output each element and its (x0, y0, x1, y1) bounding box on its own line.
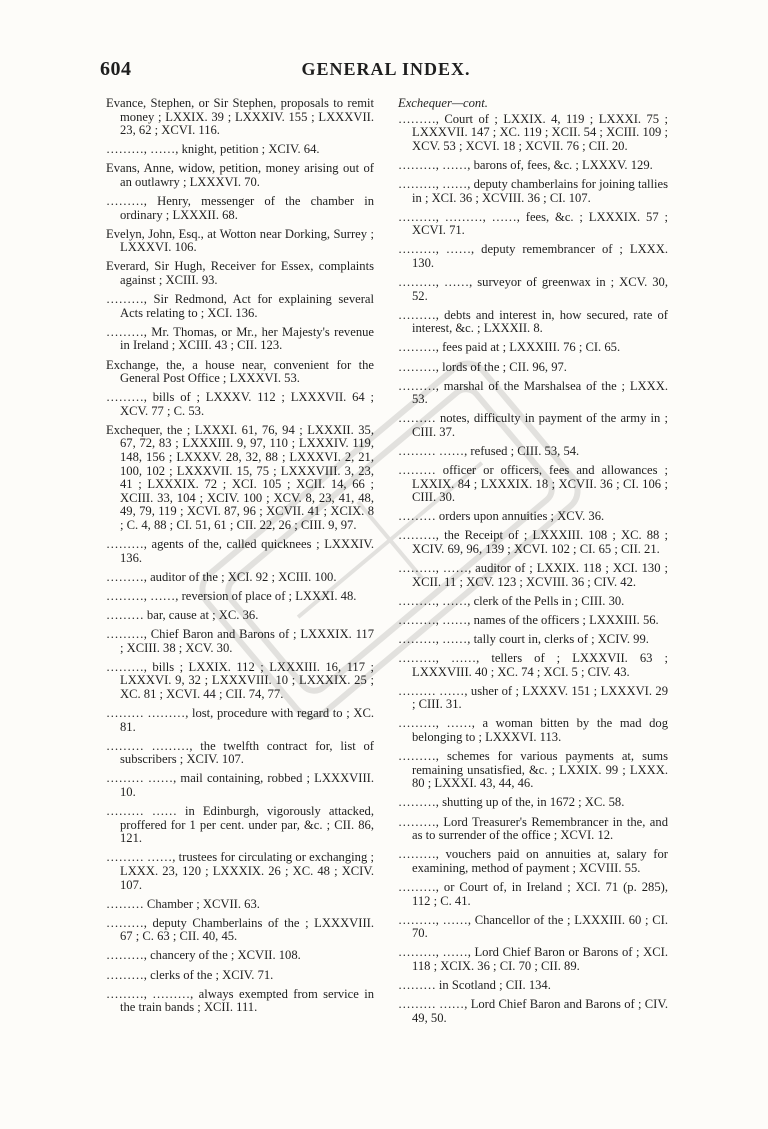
page-header (100, 58, 672, 82)
index-entry: ……… ………, the twelfth contract for, list of subscribers ; XCIV. 107. (106, 738, 374, 767)
index-entry: ………, ……, knight, petition ; XCIV. 64. (106, 142, 320, 157)
index-entry: ……… ……, trustees for circulating or exchanging ; LXXX. 23, 120 ; LXXXIX. 26 ; XC. 48 ; XCIV. 107. (106, 850, 374, 892)
index-entry: ………, Lord Treasurer's Remembrancer in the, and as to surrender of the office ; XCVI. 12. (398, 814, 668, 843)
index-entry: ………, ……, deputy chamberlains for joining tallies in ; XCI. 36 ; XCVIII. 36 ; CI. 107. (398, 176, 669, 205)
index-entry: Evans, Anne, widow, petition, money arising out of an outlawry ; LXXXVI. 70. (106, 161, 374, 189)
index-entry: ………, Mr. Thomas, or Mr., her Majesty's revenue in Ireland ; XCIII. 43 ; CII. 123. (106, 324, 374, 353)
index-entry: ………, auditor of the ; XCI. 92 ; XCIII. 100. (106, 569, 337, 584)
index-entry: ………, bills ; LXXIX. 112 ; LXXXIII. 16, 117 ; LXXXVI. 9, 32 ; LXXXVIII. 10 ; LXXXIX. 25 ; XC. 81 ; XCVI. 44 ; CII. 74, 77. (106, 659, 374, 701)
index-entry: ……… officer or officers, fees and allowances ; LXXIX. 84 ; LXXXIX. 18 ; XCVII. 36 ; CI. 106 ; CIII. 30. (398, 463, 668, 505)
index-entry: ………, schemes for various payments at, sums remaining unsatisfied, &c. ; LXXIX. 99 ; LXXX. 80 ; LXXXI. 43, 44, 46. (398, 749, 668, 791)
index-entry: ………, fees paid at ; LXXXIII. 76 ; CI. 65. (398, 340, 621, 355)
index-entry: ……… ……, Lord Chief Baron and Barons of ; CIV. 49, 50. (398, 997, 668, 1025)
index-entry: ………, ……, surveyor of greenwax in ; XCV. 30, 52. (398, 275, 668, 303)
index-entry: ………, ……, auditor of ; LXXIX. 118 ; XCI. 130 ; XCII. 11 ; XCV. 123 ; XCVIII. 36 ; CIV. 42. (398, 561, 668, 589)
continuation-heading: Exchequer—cont. (398, 96, 488, 110)
index-entry: ………, deputy Chamberlains of the ; LXXXVIII. 67 ; C. 63 ; CII. 40, 45. (106, 915, 374, 944)
index-entry: ………, ……, deputy remembrancer of ; LXXX. 130. (398, 242, 668, 270)
index-entry: ……… bar, cause at ; XC. 36. (106, 608, 259, 622)
index-entry: ………, bills of ; LXXXV. 112 ; LXXXVII. 64 ; XCV. 77 ; C. 53. (106, 390, 374, 418)
index-entry: Evelyn, John, Esq., at Wotton near Dorking, Surrey ; LXXXVI. 106. (106, 226, 374, 255)
index-entry: ……… Chamber ; XCVII. 63. (106, 896, 260, 911)
index-entry: ……… notes, difficulty in payment of the army in ; CIII. 37. (398, 411, 668, 439)
index-entry: ………, ……, reversion of place of ; LXXXI. 48. (106, 588, 357, 603)
index-entry: ………, the Receipt of ; LXXXIII. 108 ; XC. 88 ; XCIV. 69, 96, 139 ; XCVI. 102 ; CI. 65 ; CII. 21. (398, 528, 668, 557)
index-entry: ………, ……, clerk of the Pells in ; CIII. 30. (398, 593, 625, 608)
index-entry: ………, marshal of the Marshalsea of the ; LXXX. 53. (398, 378, 668, 407)
running-title: GENERAL INDEX. (301, 59, 471, 79)
index-entry: Exchange, the, a house near, convenient for the General Post Office ; LXXXVI. 53. (106, 357, 374, 386)
index-entry: ………, ……, Lord Chief Baron or Barons of ; XCI. 118 ; XCIX. 36 ; CI. 70 ; CII. 89. (398, 945, 668, 973)
index-entry: Evance, Stephen, or Sir Stephen, proposals to remit money ; LXXIX. 39 ; LXXXIV. 155 ; LXXXVII. 23, 62 ; XCVI. 116. (106, 96, 374, 138)
index-entry: ……… ……, usher of ; LXXXV. 151 ; LXXXVI. 29 ; CIII. 31. (398, 683, 668, 712)
index-entry: ………, Chief Baron and Barons of ; LXXXIX. 117 ; XCIII. 38 ; XCV. 30. (106, 627, 374, 655)
left-column (106, 97, 374, 1020)
index-entry: ………, ……, a woman bitten by the mad dog belonging to ; LXXXVI. 113. (398, 716, 668, 745)
index-entry: ………, lords of the ; CII. 96, 97. (398, 359, 567, 374)
index-entry: ………, ………, ……, fees, &c. ; LXXXIX. 57 ; XCVI. 71. (398, 209, 668, 238)
page-number: 604 (100, 58, 132, 80)
index-entry: ……… ……, refused ; CIII. 53, 54. (398, 443, 580, 458)
index-entry: ………, clerks of the ; XCIV. 71. (106, 967, 274, 982)
index-entry: ………, vouchers paid on annuities at, salary for examining, method of payment ; XCVIII. 55. (398, 847, 668, 875)
index-entry: ………, ……, barons of, fees, &c. ; LXXXV. 129. (398, 157, 653, 172)
index-entry: ……… in Scotland ; CII. 134. (398, 977, 551, 992)
index-entry: ………, or Court of, in Ireland ; XCI. 71 (p. 285), 112 ; C. 41. (398, 879, 668, 908)
index-entry: ………, ………, always exempted from service in the train bands ; XCII. 111. (106, 986, 374, 1015)
index-entry: ………, Court of ; LXXIX. 4, 119 ; LXXXI. 75 ; LXXXVII. 147 ; XC. 119 ; XCII. 54 ; XCIII. 109 ; XCV. 53 ; XCVI. 18 ; XCVII. 76 ; CII. 20. (398, 111, 668, 153)
index-entry: ……… ……, mail containing, robbed ; LXXXVIII. 10. (106, 771, 374, 800)
index-entry: ……… orders upon annuities ; XCV. 36. (398, 509, 605, 524)
index-entry: ………, agents of the, called quicknees ; LXXXIV. 136. (106, 537, 374, 565)
index-entry: ……… ………, lost, procedure with regard to ; XC. 81. (106, 706, 374, 734)
index-entry: ………, chancery of the ; XCVII. 108. (106, 948, 301, 963)
index-entry: ………, Sir Redmond, Act for explaining several Acts relating to ; XCI. 136. (106, 292, 374, 320)
index-entry: ……… …… in Edinburgh, vigorously attacked, proffered for 1 per cent. under par, &c. ; CII. 86, 121. (106, 804, 374, 846)
right-column (398, 97, 668, 1031)
index-entry: Everard, Sir Hugh, Receiver for Essex, complaints against ; XCIII. 93. (106, 259, 374, 288)
index-entry: ………, Henry, messenger of the chamber in ordinary ; LXXXII. 68. (106, 194, 374, 222)
index-entry: ………, ……, tellers of ; LXXXVII. 63 ; LXXXVIII. 40 ; XC. 74 ; XCI. 5 ; CIV. 43. (398, 651, 668, 679)
index-entry: ………, debts and interest in, how secured, rate of interest, &c. ; LXXXII. 8. (398, 307, 668, 336)
index-entry: ………, ……, tally court in, clerks of ; XCIV. 99. (398, 632, 649, 646)
index-entry: ………, ……, names of the officers ; LXXXIII. 56. (398, 612, 659, 627)
index-entry: Exchequer, the ; LXXXI. 61, 76, 94 ; LXXXII. 35, 67, 72, 83 ; LXXXIII. 9, 97, 110 ; LXXXIV. 119, 148, 156 ; LXXXV. 28, 32, 88 ; LXXXVI. 2, 21, 100, 102 ; LXXXVII. 15, 75 ; LXXXVIII. 3, 23, 41 ; LXXXIX. 72 ; XCI. 105 ; XCII. 14, 66 ; XCIII. 33, 104 ; XCIV. 100 ; XCV. 8, 23, 41, 48, 49, 79, 119 ; XCVI. 87, 96 ; XCVII. 41 ; XCIX. 8 ; C. 4, 88 ; CI. 51, 61 ; CII. 22, 26 ; CIII. 9, 97. (106, 422, 374, 533)
index-entry: ………, shutting up of the, in 1672 ; XC. 58. (398, 795, 625, 810)
index-entry: ………, ……, Chancellor of the ; LXXXIII. 60 ; CI. 70. (398, 912, 668, 941)
